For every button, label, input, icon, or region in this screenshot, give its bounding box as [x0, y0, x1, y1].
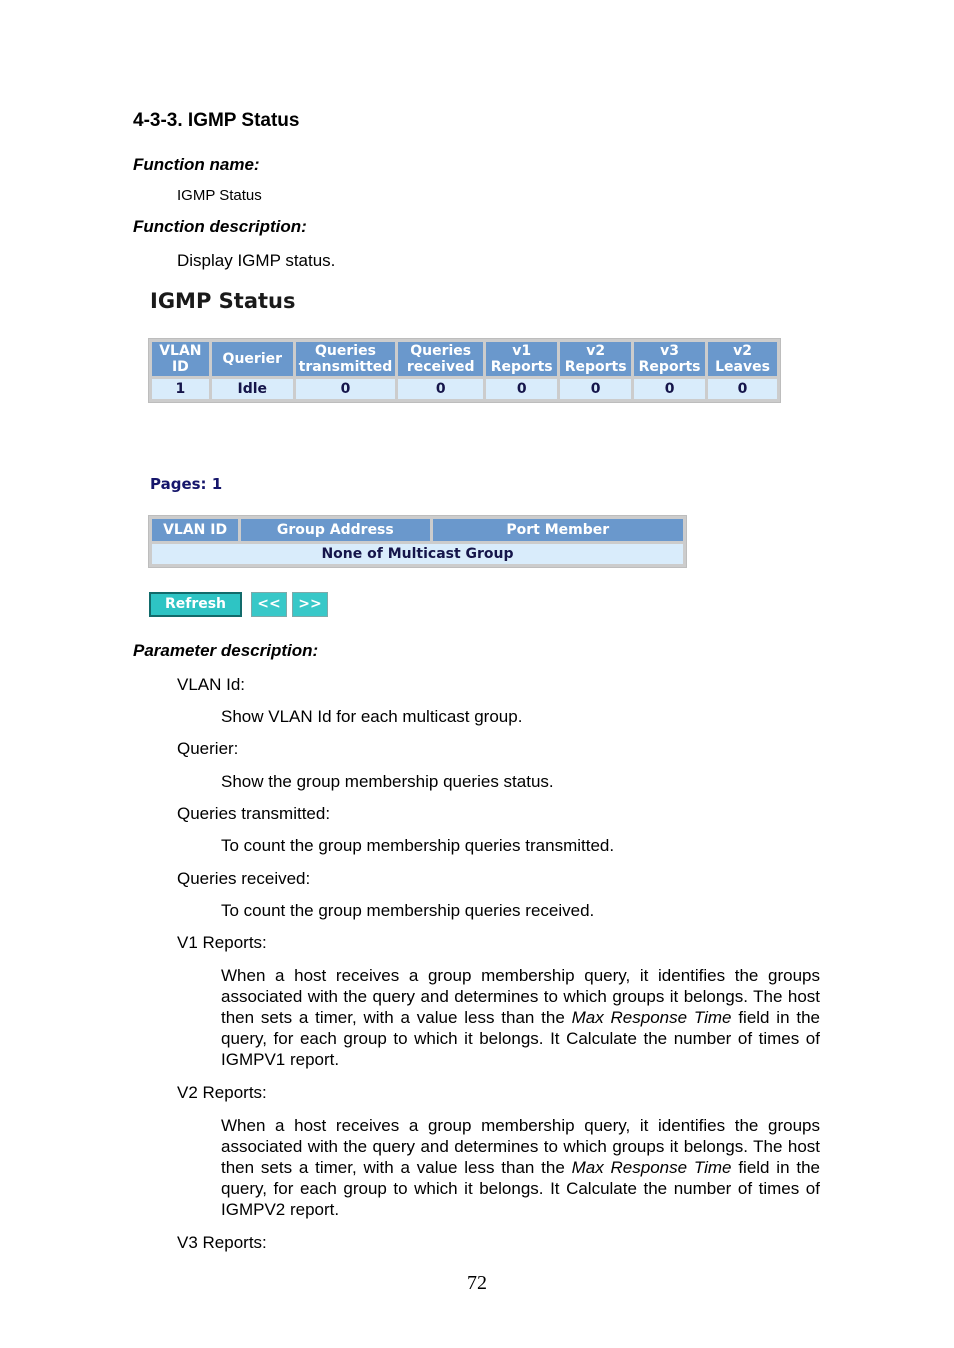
- header-v1-reports: v1 Reports: [486, 342, 557, 376]
- function-name-label: Function name:: [133, 155, 260, 174]
- cell-queries-transmitted: 0: [296, 379, 395, 399]
- header-v2-reports: v2 Reports: [560, 342, 631, 376]
- function-name-value: IGMP Status: [177, 187, 262, 204]
- param-name-v1-reports: V1 Reports:: [177, 933, 267, 952]
- multicast-group-table: [148, 515, 687, 568]
- cell-v2-leaves: 0: [708, 379, 777, 399]
- param-name-v3-reports: V3 Reports:: [177, 1233, 267, 1252]
- param-desc-v1-reports: When a host receives a group membership query, it identifies the groups associated with the query and determines to which groups it belongs. The host then sets a timer, with a value less than the Max Response Time field in the query, for each group to which it belongs. It Calculate the number of times of IGMPV1 report.: [221, 966, 820, 1069]
- header-port-member: Port Member: [433, 519, 684, 541]
- header-queries-transmitted: Queries transmitted: [296, 342, 395, 376]
- function-description-label: Function description:: [133, 217, 307, 236]
- param-name-queries-transmitted: Queries transmitted:: [177, 804, 331, 823]
- table-row: [152, 544, 683, 564]
- igmp-status-table: [148, 338, 781, 403]
- header-vlan-id: VLAN ID: [152, 342, 209, 376]
- igmp-status-title: IGMP Status: [150, 289, 296, 313]
- pages-indicator: Pages: 1: [150, 475, 223, 493]
- cell-v2-reports: 0: [560, 379, 631, 399]
- header-group-vlan-id: VLAN ID: [152, 519, 238, 541]
- cell-querier: Idle: [212, 379, 293, 399]
- header-querier: Querier: [212, 342, 293, 376]
- cell-queries-received: 0: [398, 379, 483, 399]
- section-title: 4-3-3. IGMP Status: [133, 110, 300, 131]
- igmp-status-header-row: [152, 342, 777, 376]
- parameter-description-label: Parameter description:: [133, 641, 319, 660]
- param-name-queries-received: Queries received:: [177, 869, 311, 888]
- page-number: 72: [467, 1272, 487, 1294]
- param-name-v2-reports: V2 Reports:: [177, 1083, 267, 1102]
- param-desc-querier: Show the group membership queries status.: [221, 772, 554, 791]
- cell-v3-reports: 0: [634, 379, 705, 399]
- cell-v1-reports: 0: [486, 379, 557, 399]
- param-name-querier: Querier:: [177, 739, 239, 758]
- function-description-value: Display IGMP status.: [177, 251, 336, 270]
- param-desc-queries-received: To count the group membership queries received.: [221, 901, 595, 920]
- header-queries-received: Queries received: [398, 342, 483, 376]
- header-group-address: Group Address: [241, 519, 429, 541]
- header-v3-reports: v3 Reports: [634, 342, 705, 376]
- empty-group-message: None of Multicast Group: [152, 544, 683, 564]
- group-header-row: [152, 519, 683, 541]
- refresh-button[interactable]: Refresh: [149, 592, 242, 617]
- next-page-button[interactable]: >>: [292, 592, 328, 617]
- table-row: [152, 379, 777, 399]
- param-desc-v2-reports: When a host receives a group membership query, it identifies the groups associated with the query and determines to which groups it belongs. The host then sets a timer, with a value less than the Max Response Time field in the query, for each group to which it belongs. It Calculate the number of times of IGMPV2 report.: [221, 1116, 820, 1219]
- cell-vlan-id: 1: [152, 379, 209, 399]
- param-name-vlan-id: VLAN Id:: [177, 675, 246, 694]
- previous-page-button[interactable]: <<: [251, 592, 287, 617]
- param-desc-vlan-id: Show VLAN Id for each multicast group.: [221, 707, 523, 726]
- param-desc-queries-transmitted: To count the group membership queries transmitted.: [221, 836, 615, 855]
- header-v2-leaves: v2 Leaves: [708, 342, 777, 376]
